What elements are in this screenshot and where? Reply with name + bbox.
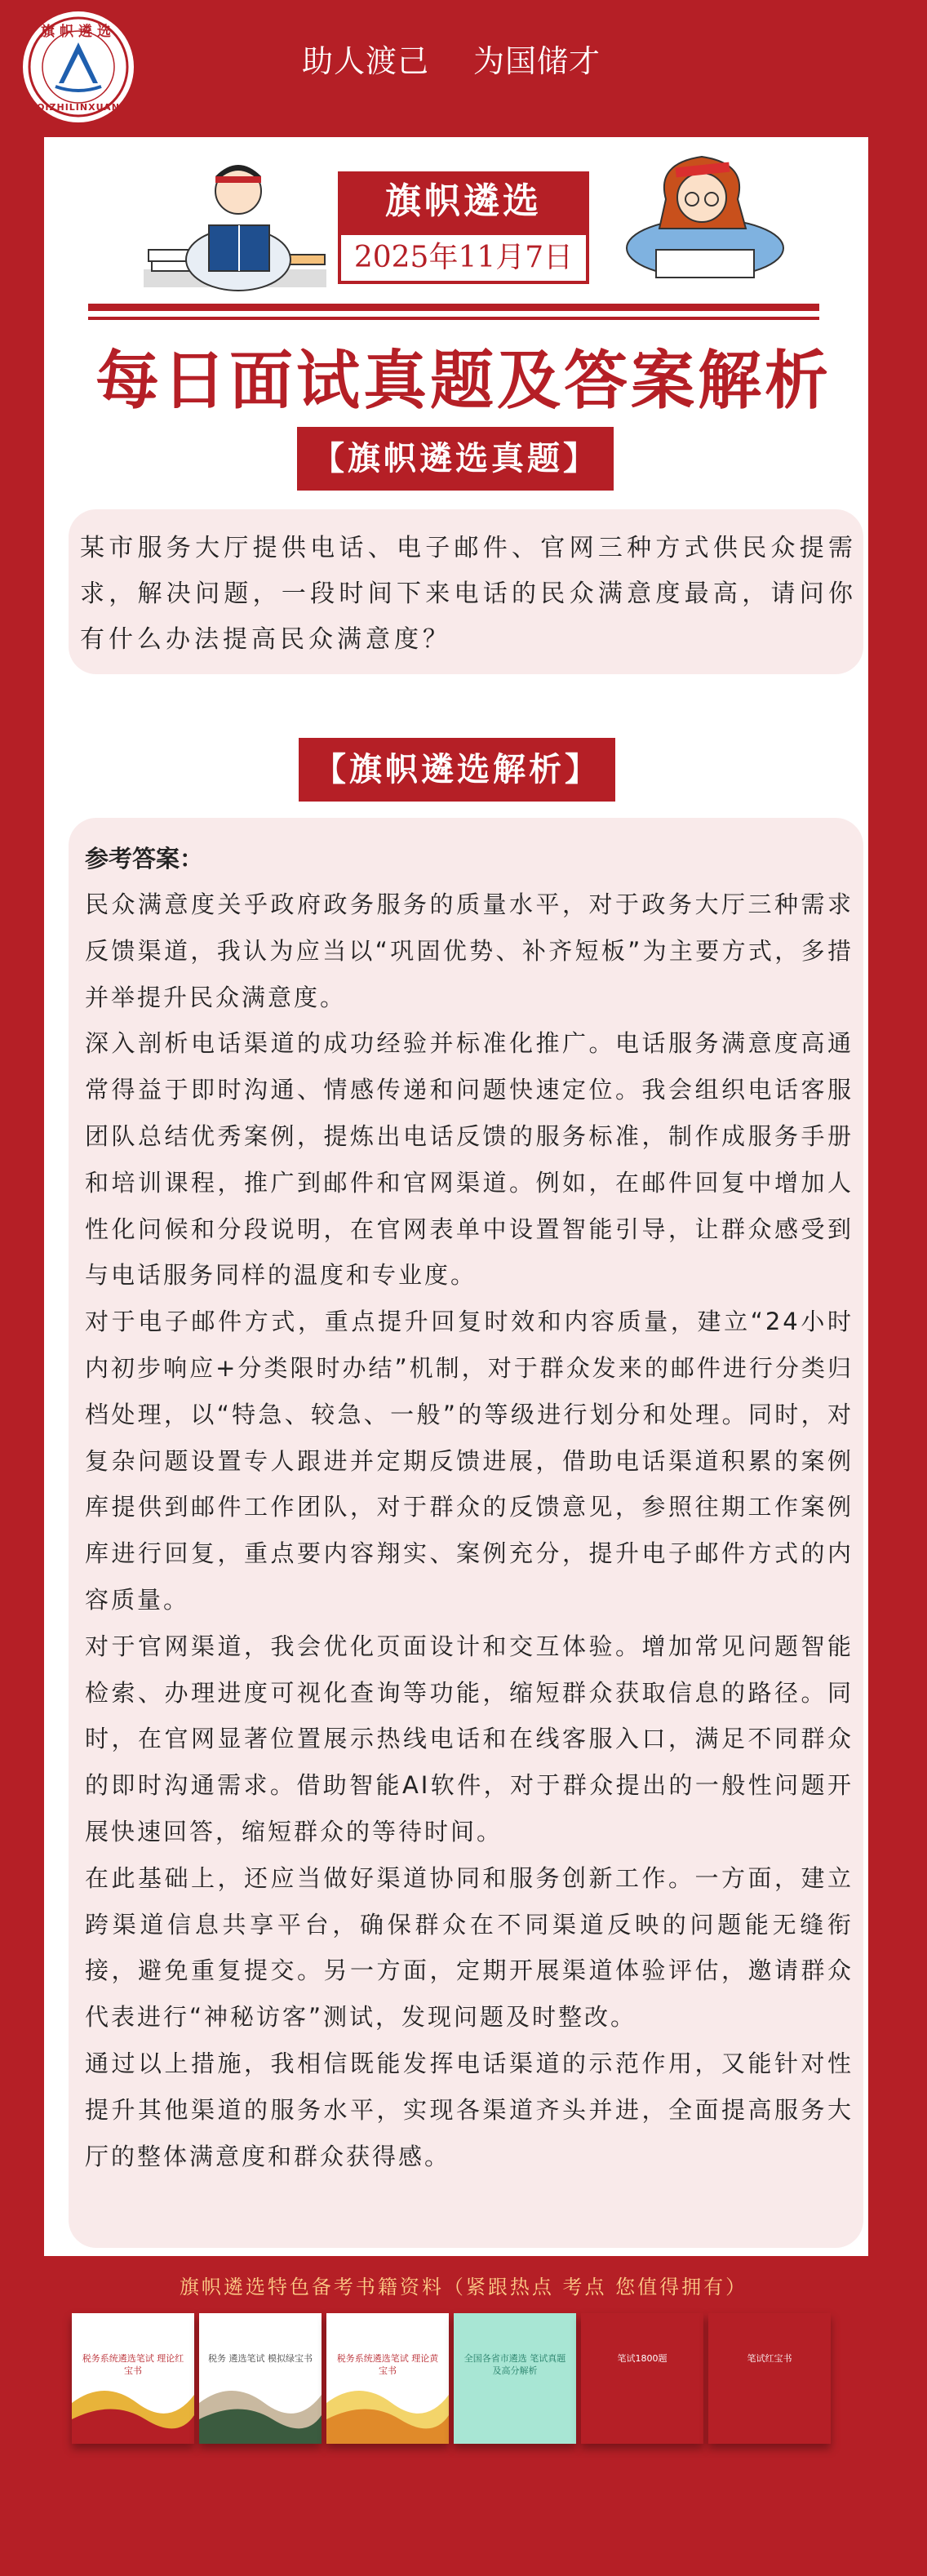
- logo-top-text: 旗帜遴选: [41, 24, 116, 40]
- book-wave-graphic: [199, 2313, 322, 2444]
- divider-thin: [88, 317, 819, 320]
- books-title: 旗帜遴选特色备考书籍资料（紧跟热点 考点 您值得拥有）: [179, 2276, 748, 2298]
- book-cover[interactable]: [326, 2313, 449, 2444]
- answer-paragraph: 深入剖析电话渠道的成功经验并标准化推广。电话服务满意度高通常得益于即时沟通、情感传递和问题快速定位。我会组织电话客服团队总结优秀案例，提炼出电话反馈的服务标准，制作成服务手册和培训课程，推广到邮件和官网渠道。例如，在邮件回复中增加人性化问候和分段说明，在官网表单中设置智能引导，让群众感受到与电话服务同样的温度和专业度。: [85, 1029, 854, 1290]
- brand-title: 旗帜遴选: [338, 171, 589, 232]
- book-cover[interactable]: [72, 2313, 194, 2444]
- page-title: 每日面试真题及答案解析: [95, 344, 832, 418]
- book-wave-graphic: [326, 2313, 449, 2444]
- answer-body: [85, 836, 854, 2179]
- book-title: 全国各省市遴选 笔试真题及高分解析: [464, 2353, 566, 2376]
- divider-thick: [88, 304, 819, 311]
- student-writing-illustration: [607, 147, 796, 286]
- book-title: 税务系统遴选笔试 理论黄宝书: [336, 2353, 439, 2376]
- slogan-left: 助人渡己: [302, 43, 430, 79]
- book-title: 税务 遴选笔试 模拟绿宝书: [208, 2353, 313, 2364]
- analysis-tag: 【旗帜遴选解析】: [299, 738, 615, 802]
- slogan-right: 为国储才: [473, 43, 601, 79]
- answer-paragraph: 在此基础上，还应当做好渠道协同和服务创新工作。一方面，建立跨渠道信息共享平台，确保群众在不同渠道反映的问题能无缝衔接，避免重复提交。另一方面，定期开展渠道体验评估，邀请群众代表进行“神秘访客”测试，发现问题及时整改。: [85, 1863, 854, 2032]
- book-cover[interactable]: [199, 2313, 322, 2444]
- date-label: 2025年11月7日: [338, 232, 589, 284]
- answer-heading: 参考答案：: [85, 845, 204, 873]
- book-title: 税务系统遴选笔试 理论红宝书: [82, 2353, 184, 2376]
- book-title: 笔试1800题: [617, 2353, 668, 2364]
- logo-bottom-text: QIZHILINXUAN: [37, 102, 120, 113]
- book-wave-graphic: [72, 2313, 194, 2444]
- question-text: 某市服务大厅提供电话、电子邮件、官网三种方式供民众提需求，解决问题，一段时间下来电话的民众满意度最高，请问你有什么办法提高民众满意度？: [80, 534, 857, 654]
- answer-paragraph: 对于官网渠道，我会优化页面设计和交互体验。增加常见问题智能检索、办理进度可视化查询等功能，缩短群众获取信息的路径。同时，在官网显著位置展示热线电话和在线客服入口，满足不同群众的即时沟通需求。借助智能AI软件，对于群众提出的一般性问题开展快速回答，缩短群众的等待时间。: [85, 1632, 854, 1845]
- book-shelf: [72, 2313, 831, 2450]
- answer-paragraph: 对于电子邮件方式，重点提升回复时效和内容质量，建立“24小时内初步响应+分类限时办结”机制，对于群众发来的邮件进行分类归档处理，以“特急、较急、一般”的等级进行划分和处理。同时，对复杂问题设置专人跟进并定期反馈进展，借助电话渠道积累的案例库提供到邮件工作团队，对于群众的反馈意见，参照往期工作案例库进行回复，重点要内容翔实、案例充分，提升电子邮件方式的内容质量。: [85, 1308, 854, 1614]
- book-title: 笔试红宝书: [747, 2353, 792, 2364]
- answer-paragraph: 民众满意度关乎政府政务服务的质量水平，对于政务大厅三种需求反馈渠道，我认为应当以“巩固优势、补齐短板”为主要方式，多措并举提升民众满意度。: [85, 890, 854, 1011]
- slogan: [302, 36, 645, 81]
- logo: [23, 11, 134, 122]
- question-tag: 【旗帜遴选真题】: [297, 427, 614, 491]
- answer-paragraph: 通过以上措施，我相信既能发挥电话渠道的示范作用，又能针对性提升其他渠道的服务水平，实现各渠道齐头并进，全面提高服务大厅的整体满意度和群众获得感。: [85, 2049, 854, 2170]
- book-cover[interactable]: [454, 2313, 576, 2444]
- book-cover[interactable]: [581, 2313, 703, 2444]
- book-cover[interactable]: [708, 2313, 831, 2444]
- student-reading-illustration: [137, 147, 333, 304]
